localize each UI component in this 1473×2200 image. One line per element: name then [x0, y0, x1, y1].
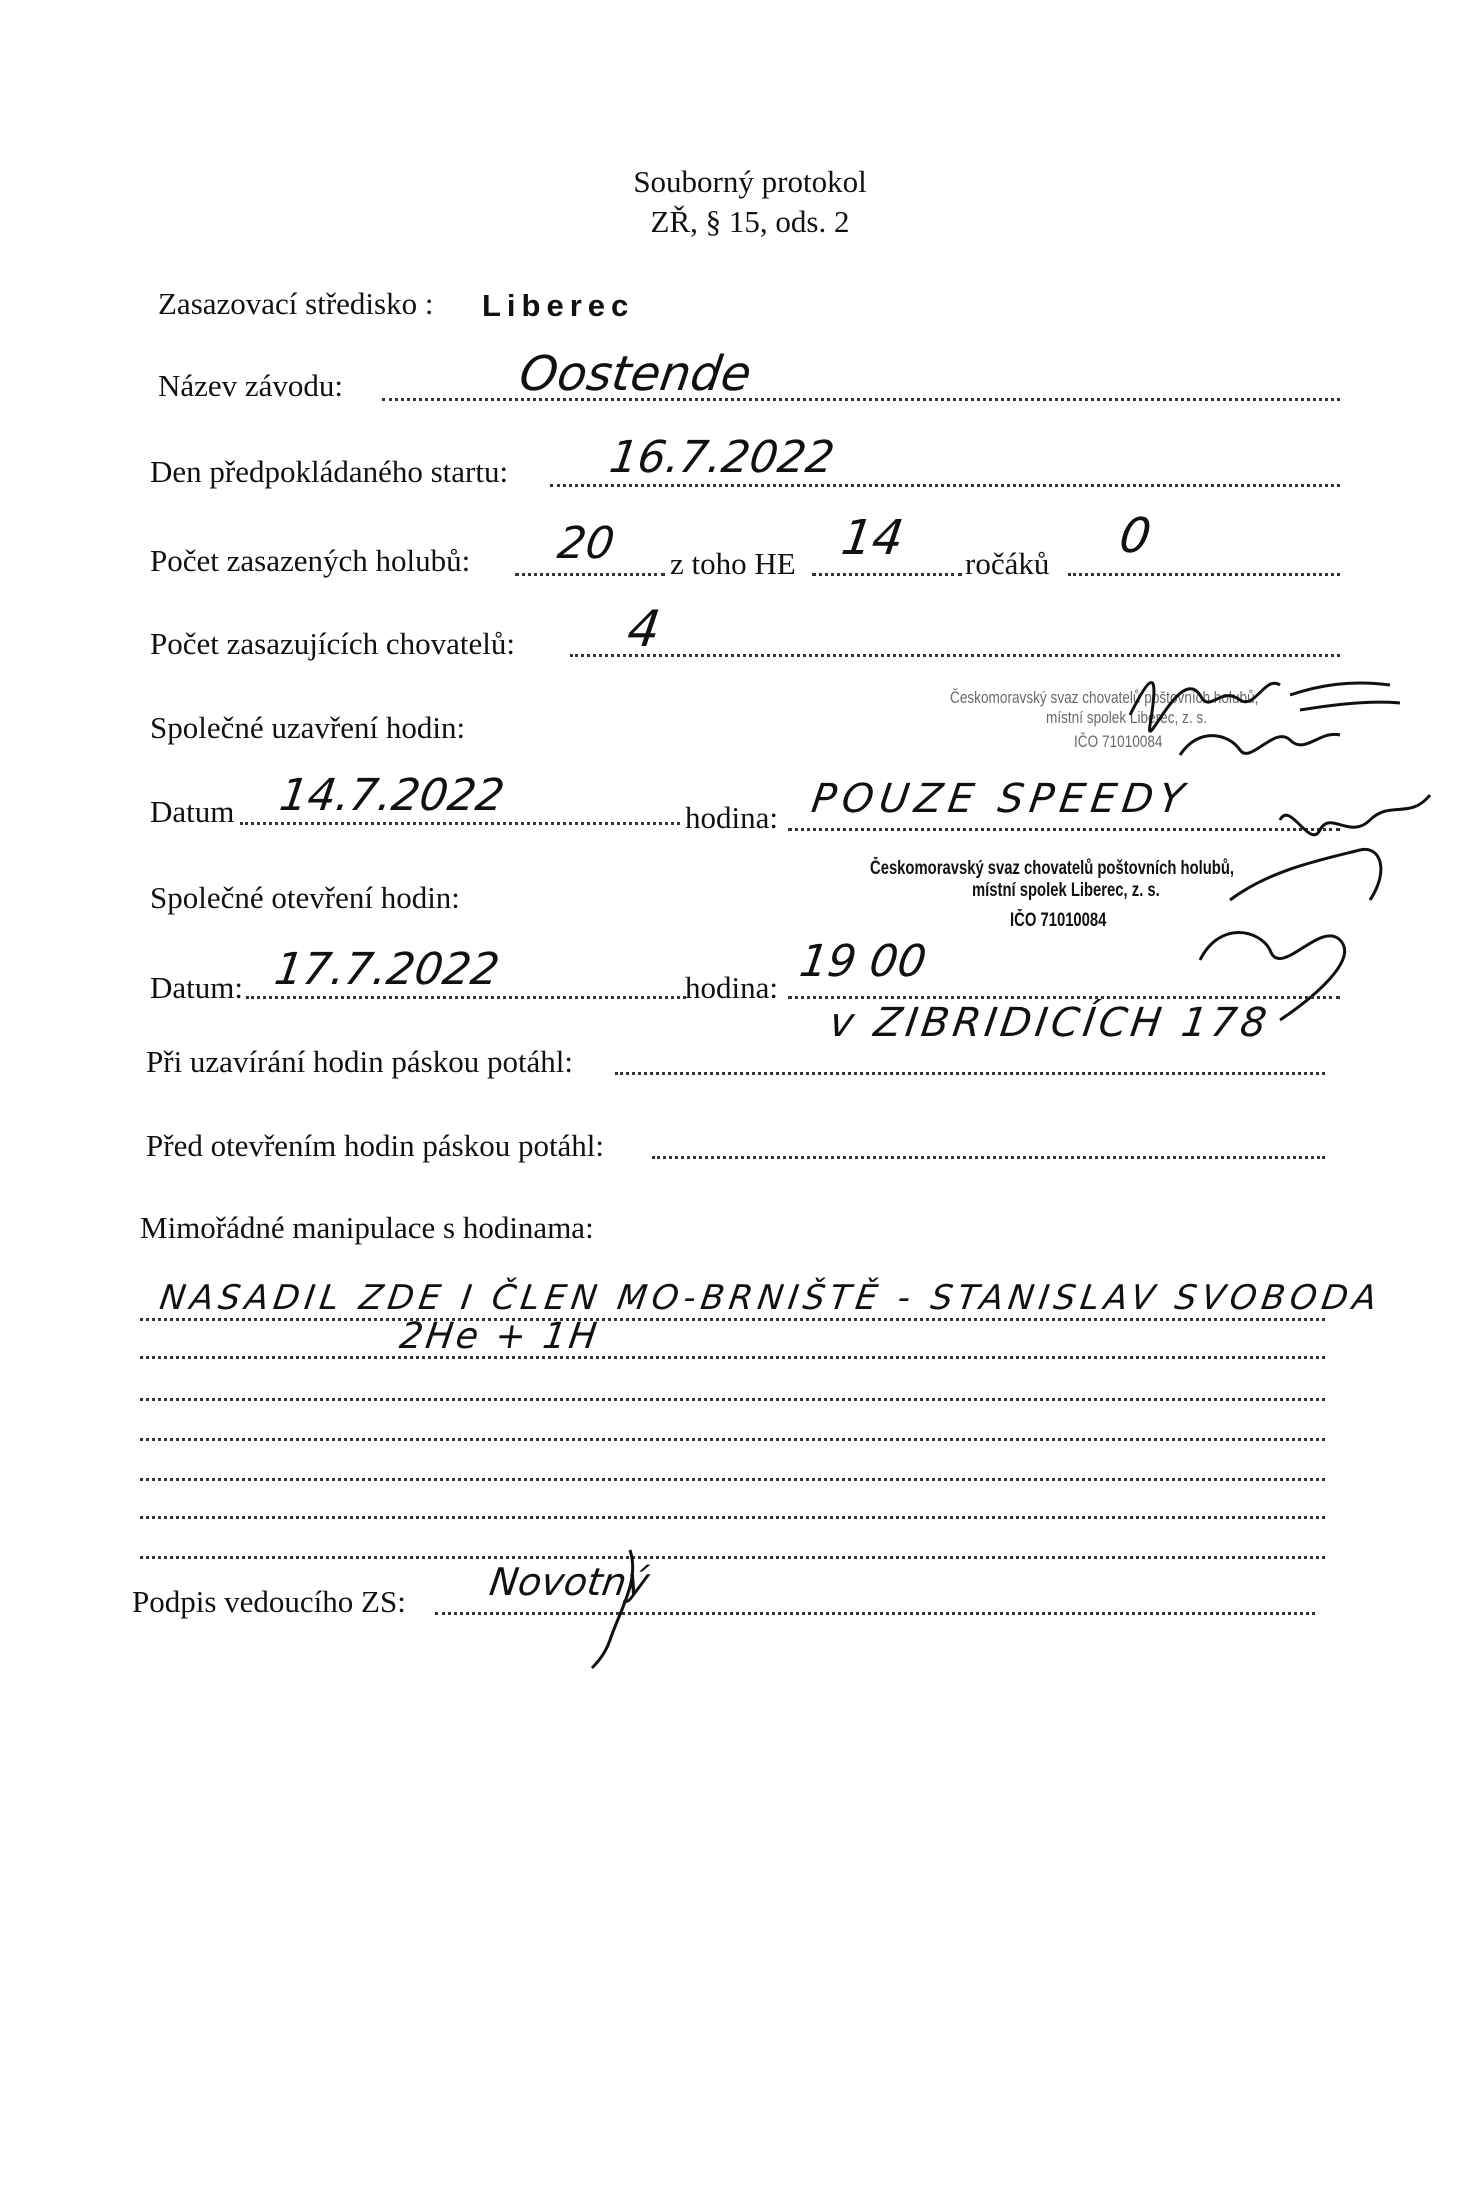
manipulation-dots-4: [140, 1438, 1325, 1441]
page-title: [550, 162, 950, 243]
he-label: z toho HE: [670, 546, 796, 581]
closing-date-label: Datum: [150, 794, 235, 829]
signature-value: Novotný: [486, 1560, 652, 1604]
start-date-value: 16.7.2022: [606, 432, 838, 483]
title-line: Souborný protokol: [633, 164, 867, 199]
opening-date-label: Datum:: [150, 970, 243, 1005]
manipulation-line1: NASADIL ZDE I ČLEN MO-BRNIŠTĚ - STANISLAV SVOBODA: [157, 1278, 1385, 1318]
race-name-value: Oostende: [516, 346, 755, 402]
tape-opening-dots: [652, 1156, 1325, 1159]
he-dots: [812, 573, 962, 576]
tape-opening-label: Před otevřením hodin páskou potáhl:: [146, 1128, 605, 1163]
signature-scribble-2: [1190, 790, 1450, 1030]
yearlings-dots: [1068, 573, 1340, 576]
opening-date-dots: [246, 996, 686, 999]
subtitle-line: ZŘ, § 15, ods. 2: [650, 204, 850, 240]
stamp-2-line1: Českomoravský svaz chovatelů poštovních holubů,: [870, 858, 1235, 879]
stamp-2-line3: IČO 71010084: [1010, 910, 1107, 931]
manipulation-label: Mimořádné manipulace s hodinama:: [140, 1210, 594, 1245]
breeders-value: 4: [623, 600, 664, 658]
start-date-dots: [550, 484, 1340, 487]
he-value: 14: [838, 510, 908, 566]
signature-scribble-1: [1090, 655, 1410, 785]
opening-hour-label: hodina:: [685, 970, 778, 1005]
head-signature-scribble: [590, 1540, 650, 1670]
manipulation-dots-7: [140, 1556, 1325, 1559]
start-date-label: Den předpokládaného startu:: [150, 454, 509, 489]
pigeons-label: Počet zasazených holubů:: [150, 543, 471, 578]
stamp-2-line2: místní spolek Liberec, z. s.: [972, 880, 1160, 901]
closing-hour-label: hodina:: [685, 800, 778, 835]
tape-closing-label: Při uzavírání hodin páskou potáhl:: [146, 1044, 574, 1079]
manipulation-dots-1: [140, 1318, 1325, 1321]
station-label: Zasazovací středisko :: [158, 286, 434, 321]
opening-hour-dots: [788, 996, 1340, 999]
race-name-label: Název závodu:: [158, 368, 344, 403]
stamp-1-line1: Českomoravský svaz chovatelů poštovních holubů,: [950, 688, 1259, 707]
breeders-label: Počet zasazujících chovatelů:: [150, 626, 515, 661]
signature-label: Podpis vedoucího ZS:: [132, 1584, 406, 1619]
manipulation-dots-2: [140, 1356, 1325, 1359]
tape-closing-dots: [615, 1072, 1325, 1075]
station-value: Liberec: [482, 288, 635, 323]
pigeons-dots: [515, 573, 665, 576]
closing-date-dots: [240, 822, 680, 825]
manipulation-dots-6: [140, 1516, 1325, 1519]
yearlings-value: 0: [1116, 508, 1155, 564]
opening-hour-value: 19 00: [796, 936, 930, 987]
closing-label: Společné uzavření hodin:: [150, 710, 466, 745]
opening-date-value: 17.7.2022: [271, 944, 503, 995]
manipulation-dots-5: [140, 1478, 1325, 1481]
opening-label: Společné otevření hodin:: [150, 880, 460, 915]
pigeons-value: 20: [554, 518, 618, 569]
manipulation-line2: 2He + 1H: [397, 1316, 603, 1357]
opening-place-value: v ZIBRIDICÍCH 178: [826, 1000, 1274, 1046]
stamp-1-line3: IČO 71010084: [1074, 732, 1163, 751]
signature-dots: [435, 1612, 1315, 1615]
closing-date-value: 14.7.2022: [276, 770, 508, 821]
yearlings-label: ročáků: [965, 546, 1050, 581]
manipulation-dots-3: [140, 1398, 1325, 1401]
stamp-1-line2: místní spolek Liberec, z. s.: [1046, 708, 1207, 727]
closing-hour-value: POUZE SPEEDY: [808, 776, 1193, 822]
